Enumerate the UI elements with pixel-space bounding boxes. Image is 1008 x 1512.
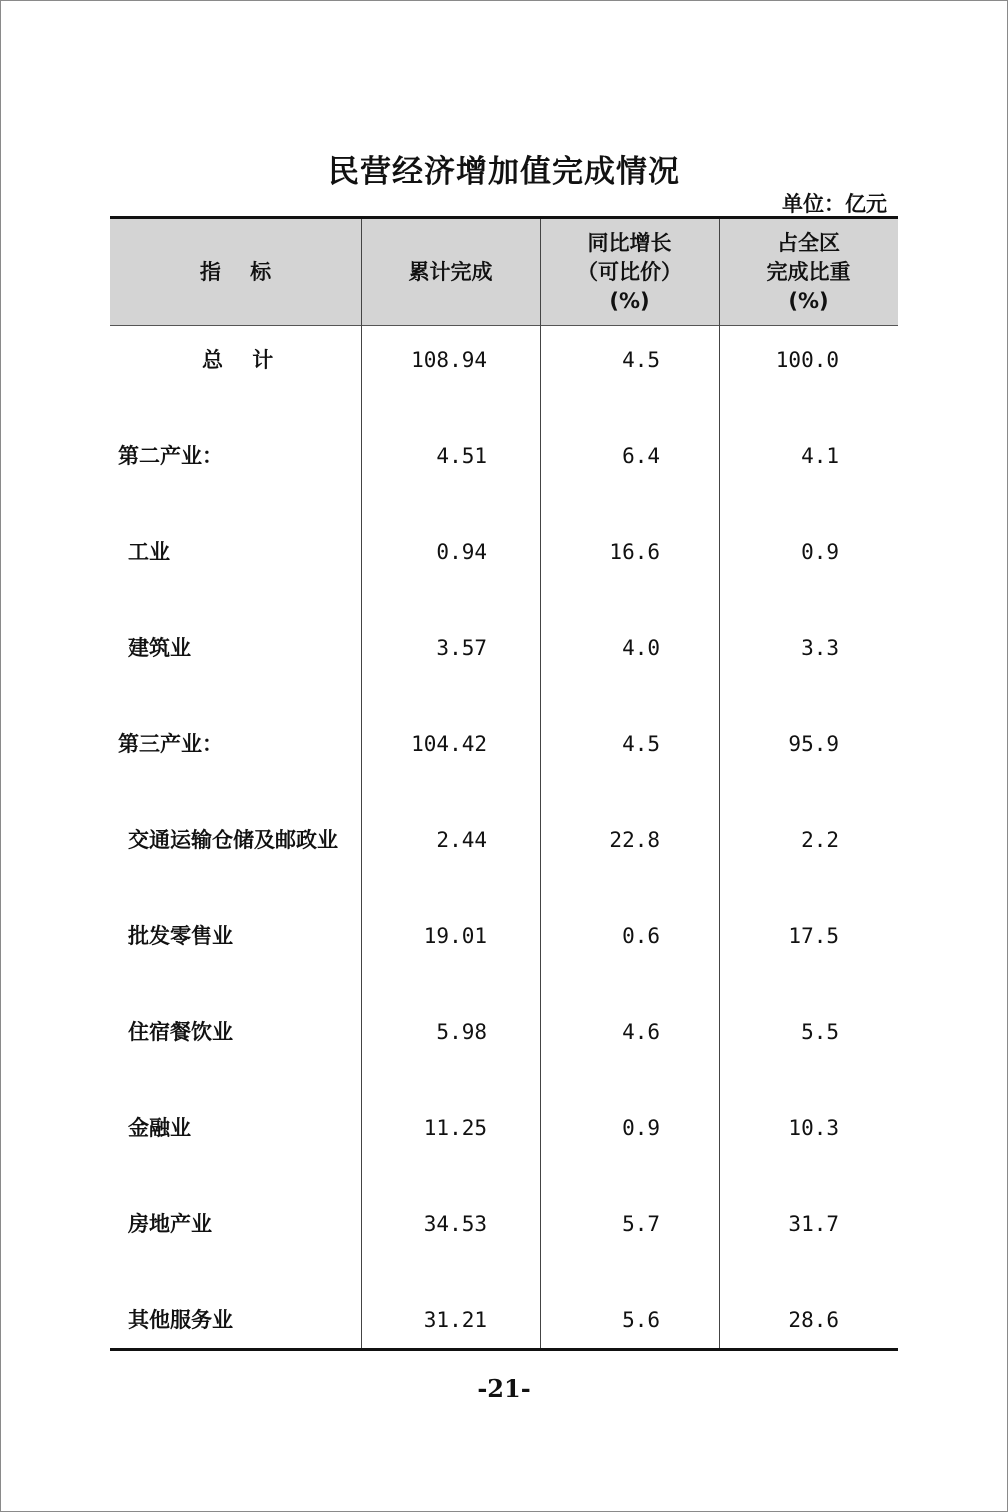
share-cell: 95.9 <box>788 732 839 756</box>
unit-label: 单位：亿元 <box>782 192 887 216</box>
cumulative-cell: 3.57 <box>436 636 487 660</box>
share-cell: 2.2 <box>801 828 839 852</box>
table-bottom-rule <box>110 1348 898 1351</box>
table-row <box>110 1012 898 1052</box>
row-label: 第三产业： <box>118 732 223 756</box>
share-cell: 17.5 <box>788 924 839 948</box>
row-label: 其他服务业 <box>128 1308 233 1332</box>
table-row <box>110 820 898 860</box>
header-cumulative <box>361 219 540 325</box>
header-share-line2: 完成比重 <box>766 259 851 284</box>
cumulative-cell: 108.94 <box>411 348 487 372</box>
share-cell: 0.9 <box>801 540 839 564</box>
header-share <box>719 219 898 325</box>
cumulative-cell: 2.44 <box>436 828 487 852</box>
yoy-cell: 0.9 <box>622 1116 660 1140</box>
header-yoy-line3: (%) <box>609 288 650 313</box>
row-label: 住宿餐饮业 <box>128 1020 233 1044</box>
column-divider <box>719 219 720 1349</box>
share-cell: 5.5 <box>801 1020 839 1044</box>
header-indicator-label: 指 标 <box>199 259 272 284</box>
table-row <box>110 1204 898 1244</box>
share-cell: 10.3 <box>788 1116 839 1140</box>
yoy-cell: 4.0 <box>622 636 660 660</box>
share-cell: 4.1 <box>801 444 839 468</box>
yoy-cell: 4.5 <box>622 348 660 372</box>
share-cell: 3.3 <box>801 636 839 660</box>
header-yoy-line2: （可比价） <box>577 259 682 284</box>
cumulative-cell: 104.42 <box>411 732 487 756</box>
row-label: 工业 <box>128 540 170 564</box>
page-title: 民营经济增加值完成情况 <box>328 154 680 190</box>
table-row <box>110 916 898 956</box>
cumulative-cell: 31.21 <box>423 1308 487 1332</box>
cumulative-cell: 4.51 <box>436 444 487 468</box>
row-label: 总 计 <box>202 348 274 372</box>
page-number: -21- <box>477 1374 531 1403</box>
header-share-line1: 占全区 <box>777 230 840 255</box>
row-label: 第二产业： <box>118 444 223 468</box>
data-table <box>110 216 898 1352</box>
share-cell: 100.0 <box>775 348 839 372</box>
yoy-cell: 5.6 <box>622 1308 660 1332</box>
yoy-cell: 5.7 <box>622 1212 660 1236</box>
header-share-line3: (%) <box>788 288 829 313</box>
column-divider <box>361 219 362 1349</box>
row-label: 建筑业 <box>128 636 191 660</box>
yoy-cell: 4.5 <box>622 732 660 756</box>
column-divider <box>540 219 541 1349</box>
header-yoy-line1: 同比增长 <box>587 230 672 255</box>
cumulative-cell: 19.01 <box>423 924 487 948</box>
share-cell: 31.7 <box>788 1212 839 1236</box>
table-row <box>110 1300 898 1340</box>
share-cell: 28.6 <box>788 1308 839 1332</box>
row-label: 交通运输仓储及邮政业 <box>128 828 338 852</box>
header-indicator <box>110 219 361 325</box>
table-row-total <box>110 340 898 380</box>
yoy-cell: 0.6 <box>622 924 660 948</box>
yoy-cell: 16.6 <box>609 540 660 564</box>
table-row <box>110 724 898 764</box>
table-row <box>110 436 898 476</box>
yoy-cell: 22.8 <box>609 828 660 852</box>
table-row <box>110 628 898 668</box>
cumulative-cell: 0.94 <box>436 540 487 564</box>
table-row <box>110 1108 898 1148</box>
cumulative-cell: 34.53 <box>423 1212 487 1236</box>
cumulative-cell: 11.25 <box>423 1116 487 1140</box>
table-row <box>110 532 898 572</box>
header-cumulative-label: 累计完成 <box>408 259 493 284</box>
row-label: 房地产业 <box>128 1212 212 1236</box>
header-yoy <box>540 219 719 325</box>
yoy-cell: 6.4 <box>622 444 660 468</box>
row-label: 金融业 <box>128 1116 191 1140</box>
row-label: 批发零售业 <box>128 924 233 948</box>
yoy-cell: 4.6 <box>622 1020 660 1044</box>
cumulative-cell: 5.98 <box>436 1020 487 1044</box>
